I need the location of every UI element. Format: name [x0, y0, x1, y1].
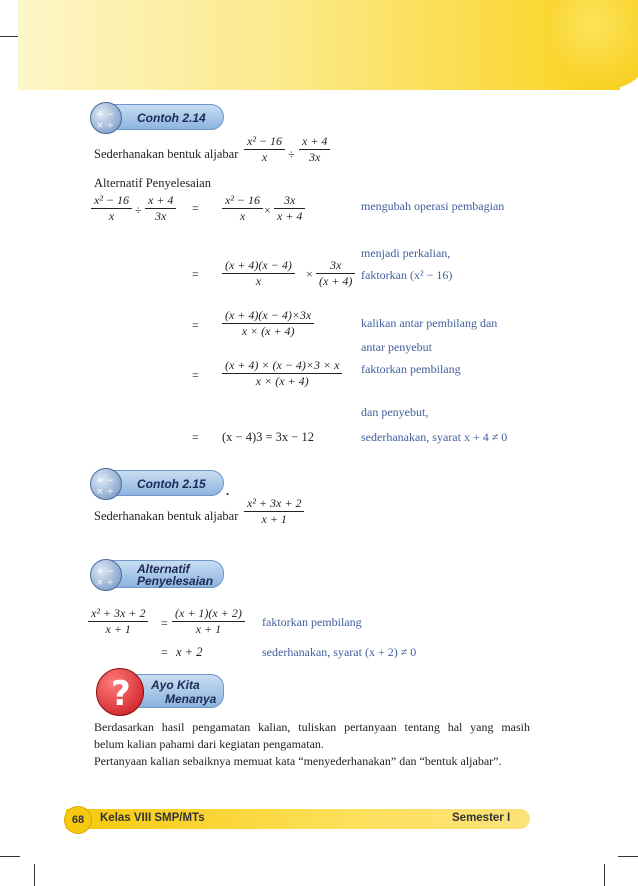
footer-left-text: Kelas VIII SMP/MTs: [100, 812, 205, 824]
equals-sign: =: [192, 318, 199, 332]
badge-line: Ayo Kita: [151, 678, 200, 692]
result-expression: (x − 4)3 = 3x − 12: [222, 430, 314, 444]
divide-sign: ÷: [288, 147, 295, 161]
denominator: x + 4: [277, 209, 303, 223]
fraction: [222, 193, 263, 224]
denominator: 3x: [155, 209, 167, 223]
prompt-text: Sederhanakan bentuk aljabar: [94, 147, 239, 161]
step-note: menjadi perkalian,: [361, 246, 451, 260]
fraction: [222, 358, 342, 389]
step-note: faktorkan pembilang: [262, 615, 362, 629]
times-sign: ×: [306, 267, 313, 281]
equals-sign: =: [192, 267, 199, 281]
fraction: [222, 258, 295, 289]
numerator: x² − 16: [247, 134, 283, 148]
equals-sign: =: [192, 201, 199, 215]
fraction: [244, 496, 304, 527]
badge-line: Penyelesaian: [137, 574, 214, 588]
numerator: x² + 3x + 2: [91, 606, 146, 620]
numerator: x² − 16: [94, 193, 130, 207]
step-note: sederhanakan, syarat (x + 2) ≠ 0: [262, 645, 417, 659]
denominator: x: [255, 274, 262, 288]
paragraph-line: Pertanyaan kalian sebaiknya memuat kata “menyederhanakan” dan “bentuk aljabar”.: [94, 754, 502, 768]
fraction: [274, 193, 305, 224]
fraction: [299, 134, 330, 165]
numerator: 3x: [284, 193, 296, 207]
times-sign: ×: [264, 203, 271, 217]
svg-text:× ÷: × ÷: [96, 121, 114, 131]
numerator: (x + 1)(x + 2): [175, 606, 242, 620]
equals-sign: =: [192, 368, 199, 382]
denominator: x: [108, 209, 115, 223]
denominator: x × (x + 4): [241, 324, 295, 338]
step-note: dan penyebut,: [361, 405, 429, 419]
step-note: faktorkan (x² − 16): [361, 268, 453, 282]
crop-mark: [618, 856, 638, 857]
numerator: x + 4: [302, 134, 328, 148]
denominator: x + 1: [195, 622, 222, 636]
svg-text:+ −: + −: [96, 476, 114, 486]
result-expression: x + 2: [176, 645, 203, 659]
math-operations-icon: [90, 102, 122, 134]
page-number: 68: [64, 806, 92, 834]
crop-mark: [34, 864, 35, 886]
badge-line: Menanya: [165, 692, 217, 706]
math-operations-icon: [90, 468, 122, 500]
denominator: x + 1: [261, 512, 287, 526]
step-note: mengubah operasi pembagian: [361, 199, 505, 213]
fraction: [91, 193, 132, 224]
math-operations-icon: [90, 559, 122, 591]
step-note: faktorkan pembilang: [361, 362, 461, 376]
paragraph-line: belum kalian pahami dari kegiatan pengamatan.: [94, 737, 324, 751]
period: .: [226, 484, 230, 498]
numerator: x + 4: [148, 193, 174, 207]
denominator: (x + 4): [319, 274, 353, 288]
svg-text:?: ?: [111, 674, 131, 714]
example-badge-2-14: Contoh 2.14: [100, 104, 224, 130]
paragraph-line: Berdasarkan hasil pengamatan kalian, tuliskan pertanyaan tentang hal yang masih: [94, 720, 530, 734]
numerator: (x + 4)(x − 4): [225, 258, 292, 272]
example-badge-2-15: Contoh 2.15: [100, 470, 224, 496]
fraction: [244, 134, 285, 165]
header-band: [18, 0, 620, 90]
fraction: [316, 258, 355, 289]
fraction: [145, 193, 176, 224]
numerator: x² + 3x + 2: [247, 496, 302, 510]
numerator: (x + 4) × (x − 4)×3 × x: [225, 358, 340, 372]
footer-right-text: Semester I: [452, 812, 511, 824]
equals-sign: =: [192, 430, 199, 444]
step-note: kalikan antar pembilang dan: [361, 316, 498, 330]
fraction: [172, 606, 245, 637]
svg-text:+ −: + −: [96, 110, 114, 120]
crop-mark: [0, 36, 20, 37]
denominator: x: [239, 209, 246, 223]
svg-text:× ÷: × ÷: [96, 487, 114, 497]
denominator: 3x: [309, 150, 321, 164]
denominator: x: [261, 150, 268, 164]
svg-text:+ −: + −: [96, 567, 114, 577]
prompt-text: Sederhanakan bentuk aljabar: [94, 509, 239, 523]
denominator: x × (x + 4): [255, 374, 309, 388]
crop-mark: [0, 856, 20, 857]
numerator: x² − 16: [225, 193, 261, 207]
badge-line: Alternatif: [137, 562, 190, 576]
step-note: sederhanakan, syarat x + 4 ≠ 0: [361, 430, 508, 444]
fraction: [88, 606, 148, 637]
denominator: x + 1: [105, 622, 131, 636]
crop-mark: [604, 864, 605, 886]
numerator: (x + 4)(x − 4)×3x: [225, 308, 312, 322]
svg-text:× ÷: × ÷: [96, 578, 114, 588]
alternative-label: Alternatif Penyelesaian: [94, 176, 211, 190]
fraction: [222, 308, 314, 339]
equals-sign: =: [161, 616, 168, 630]
step-note: antar penyebut: [361, 340, 432, 354]
equals-sign: =: [161, 645, 168, 659]
divide-sign: ÷: [135, 203, 142, 217]
question-mark-icon: [96, 668, 144, 716]
numerator: 3x: [330, 258, 342, 272]
